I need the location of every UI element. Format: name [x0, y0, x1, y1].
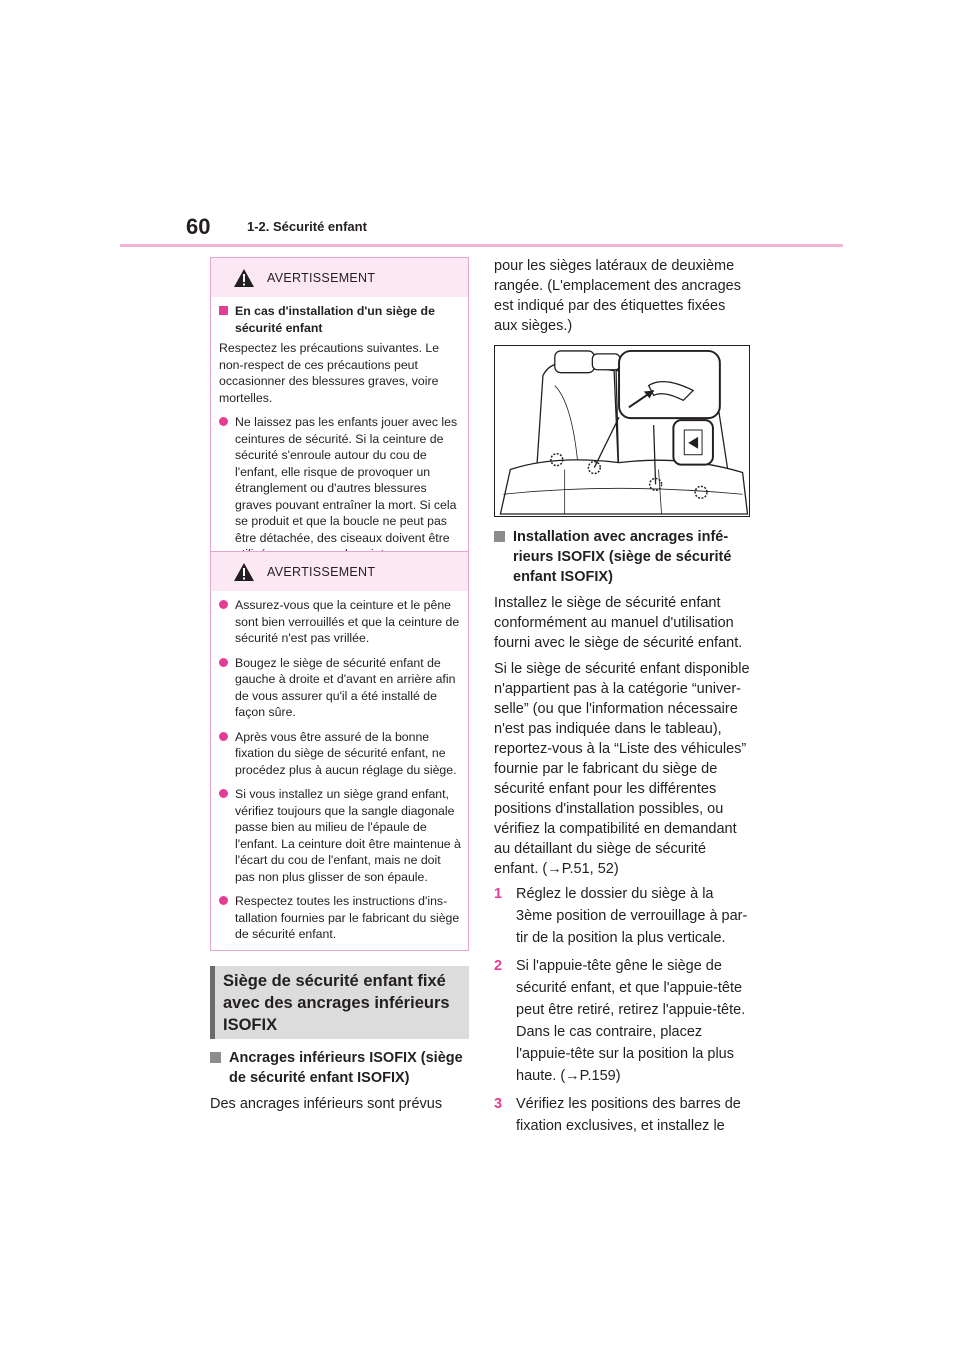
- bullet-dot-icon: [219, 896, 228, 905]
- body-paragraph: Installez le siège de sécurité enfant conformément au manuel d'utilisation fourni avec le siège de sécurité enfant.: [494, 595, 743, 651]
- step-number: 1: [494, 886, 503, 902]
- warning-intro: Respectez les précautions suivantes. Le non-respect de ces précautions peut occasionner des blessures graves, voire mortelles.: [219, 341, 440, 405]
- bullet-dot-icon: [219, 600, 228, 609]
- warning-bullet: Après vous être assuré de la bonne fixation du siège de sécurité enfant, ne procédez plus à aucun réglage du siège.: [219, 729, 462, 779]
- isofix-seat-illustration: [494, 345, 750, 517]
- square-bullet-icon: [219, 306, 228, 315]
- bullet-dot-icon: [219, 417, 228, 426]
- warning-header: [211, 258, 468, 297]
- step-item: 1 Réglez le dossier du siège à la 3ème position de verrouillage à par-tir de la position la plus verticale.: [494, 883, 752, 949]
- left-column: [210, 1048, 472, 1114]
- warning-bullet: Ne laissez pas les enfants jouer avec les ceintures de sécurité. Si la ceinture de sécurité s'enroule autour du cou de l'enfant, elle risque de provoquer un étranglement ou d'autres blessures graves pouvant entraîner la mort. Si cela se produit et que la boucle ne peut pas être détachée, des ciseaux doivent être: [219, 414, 462, 563]
- subsection-title: Installation avec ancrages infé-rieurs ISOFIX (siège de sécurité enfant ISOFIX): [494, 527, 752, 587]
- warning-label: AVERTISSEMENT: [267, 564, 376, 579]
- square-bullet-icon: [494, 531, 505, 542]
- bullet-dot-icon: [219, 789, 228, 798]
- step-number: 3: [494, 1096, 503, 1112]
- section-heading: Siège de sécurité enfant fixé avec des ancrages inférieurs ISOFIX: [210, 966, 469, 1039]
- header-rule: [120, 244, 843, 247]
- warning-triangle-icon: [233, 268, 255, 288]
- warning-header: [211, 552, 468, 591]
- subsection-title: Ancrages inférieurs ISOFIX (siège de sécurité enfant ISOFIX): [210, 1048, 472, 1088]
- warning-bullet: Assurez-vous que la ceinture et le pêne sont bien verrouillés et que la ceinture de sécurité n'est pas vrillée.: [219, 597, 462, 647]
- warning-title: En cas d'installation d'un siège de sécurité enfant: [219, 303, 462, 336]
- right-column-main: [494, 527, 752, 1143]
- warning-box-2: [210, 551, 469, 951]
- bullet-dot-icon: [219, 658, 228, 667]
- step-number: 2: [494, 958, 503, 974]
- warning-triangle-icon: [233, 562, 255, 582]
- warning-bullet: Si vous installez un siège grand enfant, vérifiez toujours que la sangle diagonale passe bien au milieu de l'épaule de l'enfant. La ceinture doit être maintenue à l'écart du cou de l'enfant, mais ne doit pas non plus glisser de son épaule.: [219, 786, 462, 885]
- page-number: 60: [186, 214, 211, 239]
- warning-bullet: Respectez toutes les instructions d'ins-tallation fournies par le fabricant du siège de sécurité enfant.: [219, 893, 462, 943]
- body-paragraph: Si le siège de sécurité enfant disponible n'appartient pas à la catégorie “univer-selle” (ou que l'information nécessaire n'est pas indiquée dans le tableau), reportez-vous à la “Liste des véhicules” fournie par le fabricant du siège de sécurité enfant pour les différentes positions d'installation possibles, ou vérifiez la compatibilité en demandant au détaillant du siège de sécurité enfant. (→P.51, 52): [494, 661, 750, 877]
- square-bullet-icon: [210, 1052, 221, 1063]
- warning-label: AVERTISSEMENT: [267, 270, 376, 285]
- warning-bullet: Bougez le siège de sécurité enfant de gauche à droite et d'avant en arrière afin de vous assurer qu'il a été installé de façon sûre.: [219, 655, 462, 721]
- body-text: Des ancrages inférieurs sont prévus: [210, 1096, 443, 1112]
- right-column-intro: pour les sièges latéraux de deuxième rangée. (L'emplacement des ancrages est indiqué par des étiquettes fixées aux sièges.): [494, 258, 741, 334]
- bullet-dot-icon: [219, 732, 228, 741]
- section-breadcrumb: 1-2. Sécurité enfant: [247, 219, 367, 234]
- step-item: 3 Vérifiez les positions des barres de fixation exclusives, et installez le: [494, 1093, 752, 1137]
- warning-box-1: [210, 257, 469, 552]
- step-item: 2 Si l'appuie-tête gêne le siège de sécurité enfant, et que l'appuie-tête peut être retiré, retirez l'appuie-tête. Dans le cas contraire, placez l'appuie-tête sur la position la plus haute. (→P.159): [494, 955, 752, 1087]
